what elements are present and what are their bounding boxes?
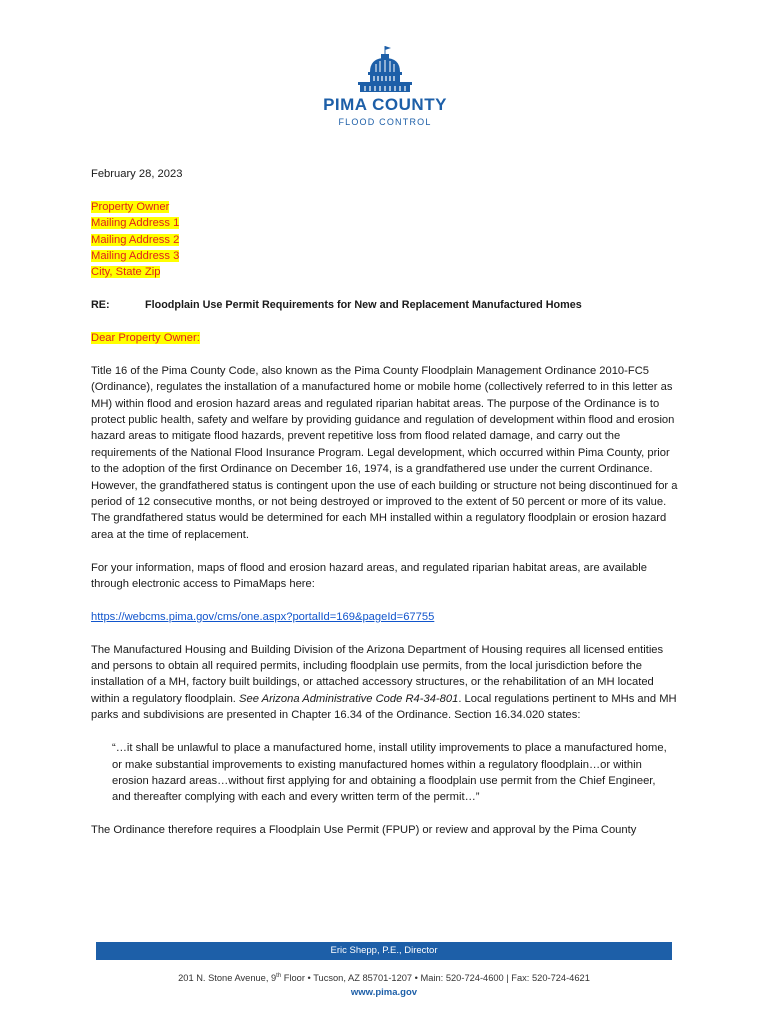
- subject-line: [91, 297, 681, 313]
- pima-county-logo: [300, 44, 470, 130]
- office-address: [96, 970, 672, 984]
- letter-date: February 28, 2023: [91, 168, 183, 180]
- paragraph-maps: For your information, maps of flood and erosion hazard areas, and regulated riparian habitat areas, are available through electronic access to PimaMaps here:: [91, 561, 647, 591]
- website-link[interactable]: www.pima.gov: [350, 987, 418, 999]
- paragraph-text: . Local regulations pertinent to MHs and MH parks and subdivisions are presented in Chapter 16.34 of the Ordinance. Section 16.34.020 states:: [91, 692, 677, 722]
- capitol-dome-icon: [350, 44, 420, 94]
- logo-subtitle: FLOOD CONTROL: [338, 117, 432, 127]
- letterhead-footer: [96, 942, 672, 999]
- director-bar: Eric Shepp, P.E., Director: [96, 942, 672, 960]
- subject-label: RE:: [91, 299, 110, 312]
- salutation-text: Dear Property Owner:: [91, 332, 200, 345]
- address-line: Mailing Address 1: [91, 217, 180, 230]
- address-text: 201 N. Stone Avenue, 9: [178, 973, 277, 984]
- paragraph-housing-division: [91, 642, 681, 724]
- salutation: [91, 330, 681, 346]
- letter-body: [91, 166, 681, 839]
- ordinance-quote: “…it shall be unlawful to place a manufactured home, install utility improvements to place a manufactured home, or make substantial improvements to existing manufactured homes within a regulatory floodplain…or within erosion hazard areas…without first applying for and obtaining a floodplain use permit from the Chief Engineer, and thereafter complying with each and every written term of the permit…”: [112, 742, 667, 804]
- address-line: Mailing Address 3: [91, 250, 180, 263]
- pimamaps-link[interactable]: https://webcms.pima.gov/cms/one.aspx?portalId=169&pageId=67755: [91, 610, 435, 623]
- paragraph-fpup: The Ordinance therefore requires a Floodplain Use Permit (FPUP) or review and approval by the Pima County: [91, 824, 637, 837]
- address-line: Mailing Address 2: [91, 233, 180, 246]
- code-citation: See Arizona Administrative Code R4-34-801: [239, 692, 459, 705]
- address-line: City, State Zip: [91, 266, 161, 279]
- subject-text: Floodplain Use Permit Requirements for New and Replacement Manufactured Homes: [145, 299, 582, 312]
- paragraph-ordinance: Title 16 of the Pima County Code, also known as the Pima County Floodplain Management Ordinance 2010-FC5 (Ordinance), regulates the installation of a manufactured home or mobile home (collectively referred to in this letter as MH) within flood and erosion hazard areas and regulated riparian habitat areas. The purpose of the Ordinance is to protect public health, safety and welfare by providing guidance and regulation of development within flood and erosion hazard areas to mitigate flood hazards, prevent repetitive loss from flood related damage, and carry out the requirements of the National Flood Insurance Program. Legal development, which occurred within Pima County, prior to the adoption of the first Ordinance on December 16, 1974, is a grandfathered use under the current Ordinance. However, the grandfathered status is contingent upon the use of each building or structure not being discontinued for a period of 12 consecutive months, or not being destroyed or improved to the extent of 50 percent or more of its value. The grandfathered status would be determined for each MH installed within a regulatory floodplain or erosion hazard area at the time of replacement.: [91, 364, 678, 541]
- logo-name: PIMA COUNTY: [323, 95, 447, 114]
- paragraph-text: The Manufactured Housing and Building Division of the Arizona Department of Housing requires all licensed entities and persons to obtain all required permits, including floodplain use permits, from the local jurisdiction before the installation of a MH, factory built buildings, or attached accessory structures, or the rehabilitation of an MH located within a regulatory floodplain.: [91, 643, 664, 705]
- recipient-address: [91, 199, 681, 281]
- address-line: Property Owner: [91, 200, 170, 213]
- address-superscript: th: [276, 973, 282, 979]
- address-text: Floor • Tucson, AZ 85701-1207 • Main: 520-724-4600 | Fax: 520-724-4621: [281, 973, 590, 984]
